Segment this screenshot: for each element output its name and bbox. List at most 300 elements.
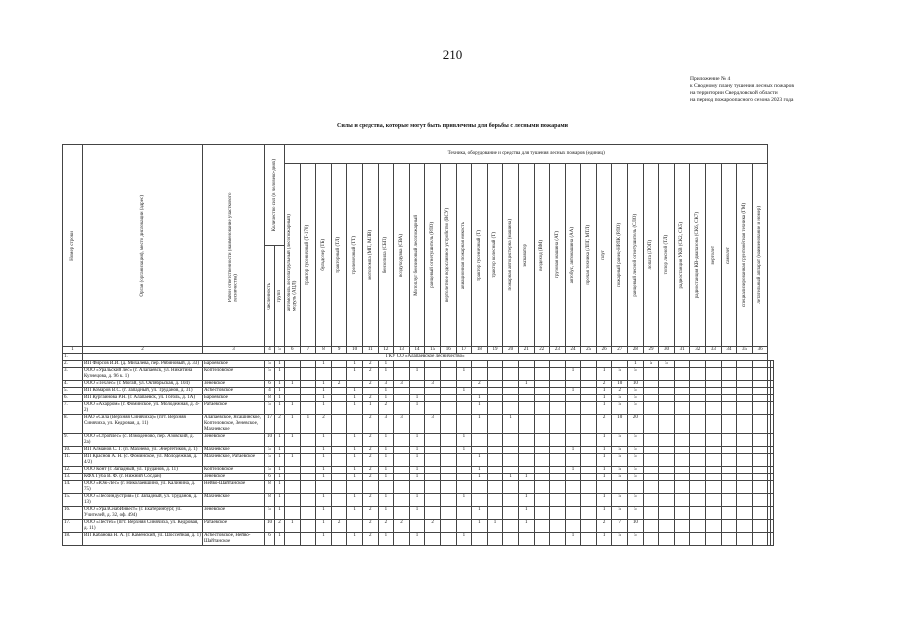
value-cell: 2 — [394, 520, 410, 533]
value-cell — [674, 388, 690, 395]
row-number: 7. — [63, 402, 83, 415]
value-cell: 1 — [409, 454, 425, 467]
document-title: Силы и средства, которые могут быть привлечены для борьбы с лесными пожарами — [337, 123, 568, 129]
value-cell: 1 — [472, 395, 488, 402]
value-cell — [771, 434, 774, 447]
value-cell — [581, 454, 597, 467]
value-cell — [737, 434, 753, 447]
value-cell: 1 — [285, 381, 301, 388]
row-number: 1. — [63, 354, 83, 361]
header-text: численность — [266, 282, 272, 310]
organization-cell: ИП Кургаинова Р.Н. (г. Алапаевск, ул. Гоголь, д. 1А) — [83, 395, 203, 402]
value-cell — [659, 368, 675, 381]
organization-cell: ООО «Ахарром» (г. Фоминское, ул. Молодежная, д. 4-2) — [83, 402, 203, 415]
column-number: 35 — [737, 347, 753, 354]
value-cell: 1 — [275, 434, 285, 447]
value-cell — [534, 520, 550, 533]
header-equipment — [425, 164, 441, 347]
value-cell: 1 — [518, 520, 534, 533]
value-cell — [659, 402, 675, 415]
value-cell — [771, 368, 774, 381]
value-cell — [771, 402, 774, 415]
value-cell — [690, 361, 706, 368]
value-cell — [737, 447, 753, 454]
value-cell — [503, 507, 519, 520]
value-cell — [565, 415, 581, 434]
table-body — [63, 354, 774, 546]
value-cell: 1 — [409, 395, 425, 402]
value-cell: 2 — [362, 447, 378, 454]
header-equipment — [285, 164, 301, 347]
value-cell — [643, 454, 659, 467]
value-cell — [643, 533, 659, 546]
value-cell: 4 — [265, 388, 275, 395]
organization-cell: ИП Краснов А. Н. (с. Фоминское, ул. Молодежная, д. 4/2) — [83, 454, 203, 467]
value-cell — [440, 361, 456, 368]
value-cell: 2 — [331, 381, 347, 388]
value-cell: 1 — [409, 474, 425, 481]
organization-cell: ООО «Лестех» (пгт. Верхняя Синячиха, ул. Кедровая, д. 11) — [83, 520, 203, 533]
value-cell — [487, 402, 503, 415]
organization-cell: ООО «Лесоиндустрия» (г. Западный, ул. Труданов, д. 13) — [83, 494, 203, 507]
value-cell — [752, 447, 768, 454]
value-cell — [565, 434, 581, 447]
value-cell: 3 — [394, 381, 410, 388]
value-cell — [550, 434, 566, 447]
value-cell — [425, 474, 441, 481]
header-text: авиационная пожарная емкость — [461, 221, 467, 289]
value-cell — [440, 520, 456, 533]
value-cell — [752, 395, 768, 402]
value-cell: 5 — [612, 434, 628, 447]
header-text: экскаватор — [523, 243, 529, 267]
value-cell — [550, 447, 566, 454]
header-text: радиостанция УКВ (СК2, СК5) — [679, 221, 685, 289]
value-cell: 1 — [347, 368, 363, 381]
header-equipment — [550, 164, 566, 347]
value-cell: 1 — [316, 494, 332, 507]
value-cell — [581, 520, 597, 533]
value-cell — [409, 361, 425, 368]
value-cell: 5 — [265, 454, 275, 467]
value-cell — [771, 520, 774, 533]
value-cell — [425, 447, 441, 454]
value-cell — [534, 402, 550, 415]
value-cell — [425, 361, 441, 368]
value-cell — [518, 415, 534, 434]
value-cell — [378, 481, 394, 494]
column-number: 27 — [612, 347, 628, 354]
value-cell — [752, 494, 768, 507]
value-cell: 1 — [456, 368, 472, 381]
value-cell — [565, 494, 581, 507]
value-cell — [394, 388, 410, 395]
region-cell: Асбестовское — [203, 388, 265, 395]
header-equipment — [331, 164, 347, 347]
table-row — [63, 533, 774, 546]
value-cell — [706, 368, 722, 381]
value-cell — [487, 388, 503, 395]
value-cell — [300, 474, 316, 481]
table-row — [63, 507, 774, 520]
value-cell — [316, 481, 332, 494]
value-cell — [690, 481, 706, 494]
value-cell: 1 — [362, 402, 378, 415]
value-cell — [550, 402, 566, 415]
value-cell — [300, 507, 316, 520]
value-cell — [534, 395, 550, 402]
value-cell — [721, 454, 737, 467]
value-cell — [737, 361, 753, 368]
value-cell: 1 — [316, 454, 332, 467]
value-cell — [487, 454, 503, 467]
value-cell — [347, 381, 363, 388]
header-text: Номер строки — [69, 230, 75, 261]
value-cell: 1 — [275, 533, 285, 546]
appendix-line: к Сводному плану тушения лесных пожаров — [690, 83, 795, 89]
value-cell — [300, 533, 316, 546]
value-cell — [394, 467, 410, 474]
value-cell — [659, 481, 675, 494]
value-cell — [285, 507, 301, 520]
value-cell: 2 — [596, 381, 612, 388]
value-cell — [752, 507, 768, 520]
value-cell — [643, 402, 659, 415]
value-cell — [518, 447, 534, 454]
value-cell — [737, 368, 753, 381]
value-cell — [456, 402, 472, 415]
value-cell — [300, 395, 316, 402]
value-cell: 1 — [628, 361, 644, 368]
value-cell — [581, 474, 597, 481]
value-cell: 2 — [596, 520, 612, 533]
value-cell — [425, 388, 441, 395]
organization-cell: КФХ Губа В. Ф. (г. Нижний Сосдан) — [83, 474, 203, 481]
column-number: 23 — [550, 347, 566, 354]
region-cell: Зеневское — [203, 507, 265, 520]
value-cell: 1 — [472, 520, 488, 533]
value-cell — [565, 402, 581, 415]
value-cell: 1 — [316, 361, 332, 368]
value-cell: 10 — [612, 415, 628, 434]
value-cell: 5 — [628, 434, 644, 447]
table-row — [63, 434, 774, 447]
value-cell — [362, 481, 378, 494]
value-cell: 8 — [265, 395, 275, 402]
value-cell: 1 — [565, 388, 581, 395]
value-cell — [518, 467, 534, 474]
value-cell: 1 — [378, 474, 394, 481]
value-cell — [472, 494, 488, 507]
value-cell — [581, 533, 597, 546]
value-cell — [518, 388, 534, 395]
value-cell: 5 — [612, 402, 628, 415]
value-cell: 1 — [275, 481, 285, 494]
value-cell — [440, 533, 456, 546]
value-cell: 2 — [362, 368, 378, 381]
value-cell: 8 — [265, 494, 275, 507]
value-cell — [721, 520, 737, 533]
value-cell — [690, 467, 706, 474]
value-cell — [565, 474, 581, 481]
value-cell: 2 — [362, 474, 378, 481]
column-number: 10 — [347, 347, 363, 354]
value-cell — [690, 447, 706, 454]
value-cell — [581, 447, 597, 454]
value-cell — [596, 481, 612, 494]
value-cell — [581, 415, 597, 434]
value-cell: 5 — [265, 402, 275, 415]
value-cell — [565, 520, 581, 533]
header-text: вертолет — [710, 245, 716, 265]
value-cell — [440, 507, 456, 520]
value-cell: 1 — [456, 434, 472, 447]
value-cell — [752, 361, 768, 368]
value-cell — [565, 454, 581, 467]
column-number: 15 — [425, 347, 441, 354]
header-equipment — [596, 164, 612, 347]
header-text: Количество сил (в человеко-днях) — [271, 158, 277, 232]
region-cell: Зеневское — [203, 434, 265, 447]
page-number: 210 — [442, 47, 463, 62]
header-equipment — [706, 164, 722, 347]
value-cell: 1 — [596, 474, 612, 481]
region-cell: Ратаевское — [203, 402, 265, 415]
table-row — [63, 415, 774, 434]
value-cell: 5 — [612, 447, 628, 454]
value-cell — [752, 474, 768, 481]
value-cell — [285, 467, 301, 474]
value-cell: 2 — [362, 494, 378, 507]
value-cell — [285, 447, 301, 454]
value-cell — [331, 467, 347, 474]
value-cell — [706, 402, 722, 415]
value-cell — [721, 388, 737, 395]
value-cell: 1 — [378, 368, 394, 381]
value-cell — [518, 481, 534, 494]
value-cell — [518, 533, 534, 546]
value-cell — [659, 447, 675, 454]
value-cell — [674, 361, 690, 368]
value-cell — [503, 434, 519, 447]
region-cell: Зеневское — [203, 381, 265, 388]
value-cell — [285, 494, 301, 507]
value-cell: 5 — [265, 447, 275, 454]
header-equipment — [503, 164, 519, 347]
value-cell: 1 — [275, 447, 285, 454]
header-text: вездеход (ВМ) — [539, 239, 545, 271]
value-cell: 5 — [628, 467, 644, 474]
value-cell — [487, 415, 503, 434]
header-equipment — [487, 164, 503, 347]
value-cell: 1 — [456, 388, 472, 395]
value-cell — [581, 395, 597, 402]
value-cell: 5 — [612, 454, 628, 467]
value-cell — [347, 481, 363, 494]
value-cell: 5 — [265, 368, 275, 381]
header-text: трелевочный (ТТ) — [351, 235, 357, 275]
region-cell: Нейво-Шайтанское — [203, 481, 265, 494]
value-cell — [659, 533, 675, 546]
value-cell: 5 — [628, 368, 644, 381]
value-cell: 1 — [409, 533, 425, 546]
value-cell — [534, 447, 550, 454]
region-cell: Коптеловское — [203, 467, 265, 474]
region-cell: Ратаевское — [203, 520, 265, 533]
value-cell — [331, 481, 347, 494]
value-cell — [690, 454, 706, 467]
header-text: топор лесной (ТЛ) — [663, 235, 669, 275]
value-cell — [285, 388, 301, 395]
header-people — [265, 145, 285, 246]
value-cell: 1 — [596, 507, 612, 520]
value-cell: 2 — [362, 361, 378, 368]
value-cell — [440, 481, 456, 494]
value-cell — [581, 368, 597, 381]
value-cell: 1 — [347, 507, 363, 520]
header-text: ранцевый лесной огнетушитель (СЛО) — [632, 213, 638, 297]
value-cell — [487, 368, 503, 381]
value-cell — [737, 415, 753, 434]
value-cell — [487, 395, 503, 402]
column-number: 13 — [394, 347, 410, 354]
value-cell — [425, 533, 441, 546]
value-cell — [643, 474, 659, 481]
value-cell: 1 — [300, 415, 316, 434]
value-cell — [737, 395, 753, 402]
value-cell — [737, 481, 753, 494]
value-cell — [331, 494, 347, 507]
header-text: трактор гусеничный (Т) — [476, 229, 482, 281]
value-cell — [659, 434, 675, 447]
value-cell: 1 — [503, 474, 519, 481]
value-cell — [706, 388, 722, 395]
value-cell — [487, 381, 503, 388]
row-number: 14. — [63, 481, 83, 494]
value-cell — [706, 467, 722, 474]
value-cell — [534, 507, 550, 520]
value-cell — [362, 388, 378, 395]
value-cell — [331, 507, 347, 520]
value-cell — [550, 481, 566, 494]
value-cell — [581, 467, 597, 474]
row-number: 16. — [63, 507, 83, 520]
value-cell — [721, 434, 737, 447]
value-cell: 2 — [362, 520, 378, 533]
row-number: 9. — [63, 434, 83, 447]
header-equipment — [472, 164, 488, 347]
value-cell — [752, 388, 768, 395]
value-cell — [737, 507, 753, 520]
value-cell — [771, 388, 774, 395]
value-cell — [771, 395, 774, 402]
value-cell — [659, 474, 675, 481]
value-cell — [534, 361, 550, 368]
value-cell — [394, 454, 410, 467]
value-cell — [612, 481, 628, 494]
header-text: плуг — [601, 250, 607, 260]
value-cell — [706, 381, 722, 388]
value-cell: 10 — [628, 520, 644, 533]
header-equipment — [378, 164, 394, 347]
value-cell — [331, 395, 347, 402]
value-cell: 1 — [503, 415, 519, 434]
value-cell — [425, 494, 441, 507]
value-cell: 2 — [378, 402, 394, 415]
appendix-note — [690, 76, 880, 104]
column-number: 12 — [378, 347, 394, 354]
header-equipment-group: Техника, оборудование и средства для тушения лесных пожаров (единиц) — [285, 145, 768, 164]
value-cell: 1 — [285, 520, 301, 533]
value-cell — [659, 388, 675, 395]
value-cell — [300, 481, 316, 494]
value-cell — [534, 388, 550, 395]
value-cell — [752, 402, 768, 415]
region-cell: Алапаевское, Ясашинское, Коптеловское, Зеневское, Махневское — [203, 415, 265, 434]
value-cell: 2 — [612, 388, 628, 395]
value-cell: 1 — [275, 361, 285, 368]
region-cell: Махневское — [203, 494, 265, 507]
value-cell: 1 — [285, 454, 301, 467]
value-cell — [440, 434, 456, 447]
value-cell: 3 — [378, 381, 394, 388]
header-org — [83, 145, 203, 347]
value-cell: 2 — [596, 415, 612, 434]
value-cell — [534, 467, 550, 474]
value-cell — [409, 388, 425, 395]
value-cell — [706, 361, 722, 368]
value-cell — [300, 520, 316, 533]
value-cell: 5 — [628, 447, 644, 454]
value-cell — [487, 434, 503, 447]
header-text: радиостанция КВ-диапазона (СК6, СК7) — [694, 211, 700, 299]
value-cell — [550, 533, 566, 546]
value-cell: 7 — [612, 520, 628, 533]
value-cell — [503, 454, 519, 467]
value-cell — [550, 474, 566, 481]
header-text: тракторный (ТЛ) — [336, 237, 342, 273]
value-cell — [487, 447, 503, 454]
value-cell: 1 — [409, 507, 425, 520]
appendix-line: Приложение № 4 — [690, 76, 731, 82]
value-cell: 1 — [316, 467, 332, 474]
value-cell — [643, 434, 659, 447]
value-cell — [674, 507, 690, 520]
value-cell: 5 — [628, 395, 644, 402]
value-cell — [472, 434, 488, 447]
value-cell — [550, 507, 566, 520]
value-cell: 1 — [518, 494, 534, 507]
value-cell — [771, 481, 774, 494]
row-number: 4. — [63, 381, 83, 388]
header-text: ранцевый огнетушитель (РЛО) — [429, 222, 435, 288]
column-number: 16 — [440, 347, 456, 354]
value-cell — [643, 415, 659, 434]
value-cell: 5 — [659, 361, 675, 368]
value-cell — [771, 474, 774, 481]
header-text: трактор гусеничный (Т-170) — [305, 224, 311, 286]
value-cell — [565, 481, 581, 494]
value-cell — [596, 361, 612, 368]
value-cell — [612, 361, 628, 368]
value-cell — [643, 520, 659, 533]
row-number: 2. — [63, 361, 83, 368]
value-cell — [394, 533, 410, 546]
value-cell: 1 — [378, 494, 394, 507]
value-cell: 1 — [316, 395, 332, 402]
value-cell — [394, 434, 410, 447]
table-header — [63, 145, 774, 354]
